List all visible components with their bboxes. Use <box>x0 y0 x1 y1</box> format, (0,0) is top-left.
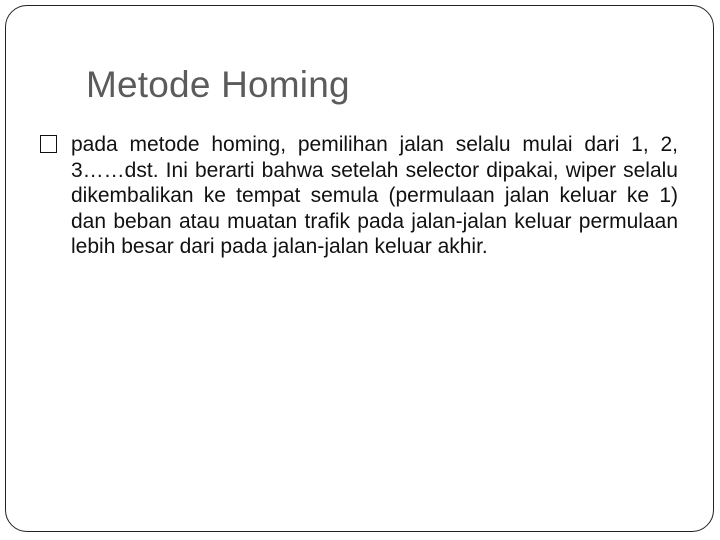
bullet-text: pada metode homing, pemilihan jalan selalu mulai dari 1, 2, 3……dst. Ini berarti bahwa setelah selector dipakai, wiper selalu dikembalikan ke tempat semula (permulaan jalan keluar ke 1) dan beban atau muatan trafik pada jalan-jalan keluar permulaan lebih besar dari pada jalan-jalan keluar akhir. <box>71 133 678 258</box>
slide-frame <box>5 5 714 532</box>
square-bullet-icon <box>40 135 57 153</box>
slide-body <box>40 132 678 260</box>
slide-title: Metode Homing <box>86 64 350 105</box>
bullet-paragraph <box>40 132 678 260</box>
